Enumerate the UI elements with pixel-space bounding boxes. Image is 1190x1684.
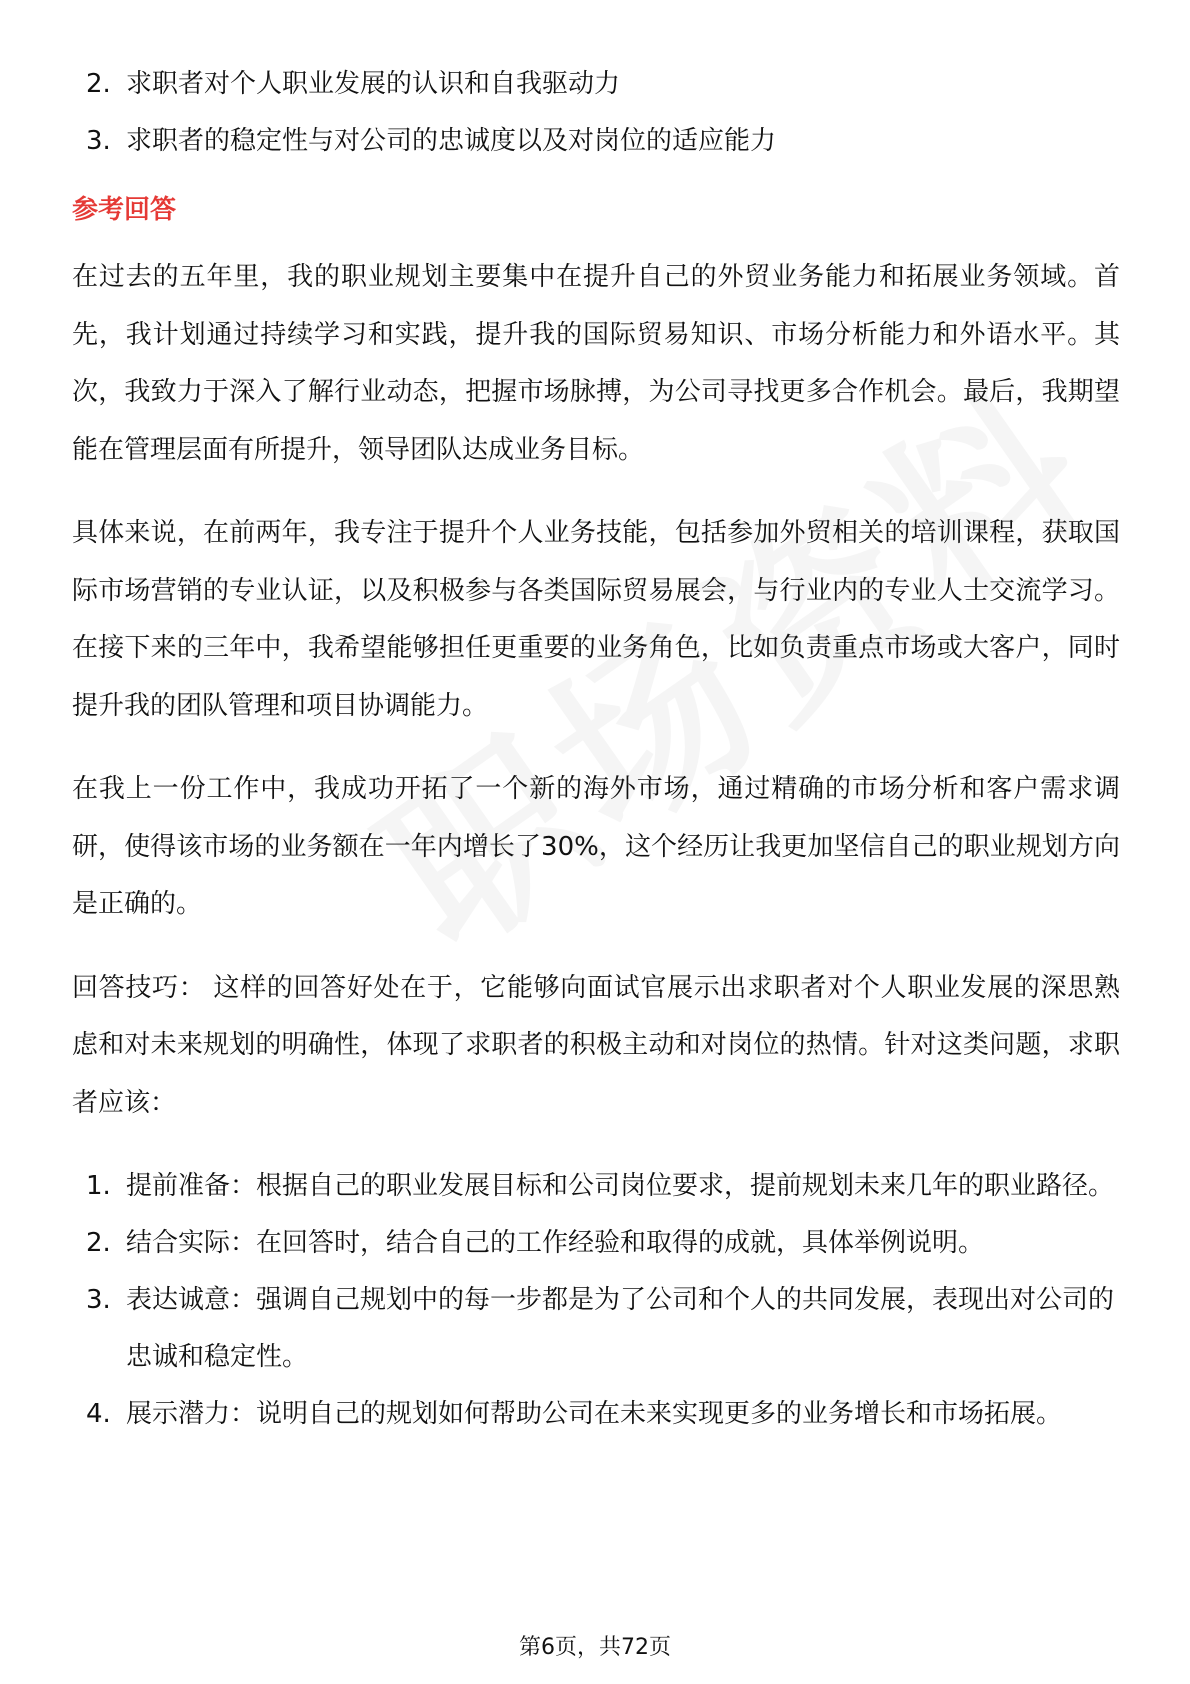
list-item [72,1272,1120,1386]
list-item [72,1386,1120,1443]
list-number: 3. [86,1285,111,1315]
tips-paragraph [72,960,1120,1133]
tips-list [72,1158,1120,1443]
list-text: 展示潜力：说明自己的规划如何帮助公司在未来实现更多的业务增长和市场拓展。 [126,1399,1063,1429]
list-number: 3. [86,126,111,156]
list-number: 2. [86,1228,111,1258]
answer-heading: 参考回答 [72,195,177,225]
answer-paragraph: 在我上一份工作中，我成功开拓了一个新的海外市场，通过精确的市场分析和客户需求调研，使得该市场的业务额在一年内增长了30%，这个经历让我更加坚信自己的职业规划方向是正确的。 [72,774,1120,919]
list-text: 提前准备：根据自己的职业发展目标和公司岗位要求，提前规划未来几年的职业路径。 [126,1171,1115,1201]
tips-text: 这样的回答好处在于，它能够向面试官展示出求职者对个人职业发展的深思熟虑和对未来规划的明确性，体现了求职者的积极主动和对岗位的热情。针对这类问题，求职者应该： [72,972,1120,1118]
content [72,56,1120,1443]
list-number: 2. [86,69,111,99]
list-text: 结合实际：在回答时，结合自己的工作经验和取得的成就，具体举例说明。 [126,1228,985,1258]
top-list [72,56,1120,170]
list-text: 求职者对个人职业发展的认识和自我驱动力 [126,69,621,99]
answer-paragraph: 具体来说，在前两年，我专注于提升个人业务技能，包括参加外贸相关的培训课程，获取国际市场营销的专业认证，以及积极参与各类国际贸易展会，与行业内的专业人士交流学习。在接下来的三年中，我希望能够担任更重要的业务角色，比如负责重点市场或大客户，同时提升我的团队管理和项目协调能力。 [72,518,1120,721]
list-number: 1. [86,1171,111,1201]
list-text: 求职者的稳定性与对公司的忠诚度以及对岗位的适应能力 [126,126,777,156]
list-item [72,1215,1120,1272]
answer-paragraph: 在过去的五年里，我的职业规划主要集中在提升自己的外贸业务能力和拓展业务领域。首先，我计划通过持续学习和实践，提升我的国际贸易知识、市场分析能力和外语水平。其次，我致力于深入了解行业动态，把握市场脉搏，为公司寻找更多合作机会。最后，我期望能在管理层面有所提升，领导团队达成业务目标。 [72,262,1120,465]
list-text: 表达诚意：强调自己规划中的每一步都是为了公司和个人的共同发展，表现出对公司的忠诚和稳定性。 [126,1285,1115,1372]
list-item [72,1158,1120,1215]
list-number: 4. [86,1399,111,1429]
tips-label: 回答技巧： [72,972,206,1003]
page-number: 第6页，共72页 [519,1635,671,1660]
list-item [72,56,1120,113]
list-item [72,113,1120,170]
